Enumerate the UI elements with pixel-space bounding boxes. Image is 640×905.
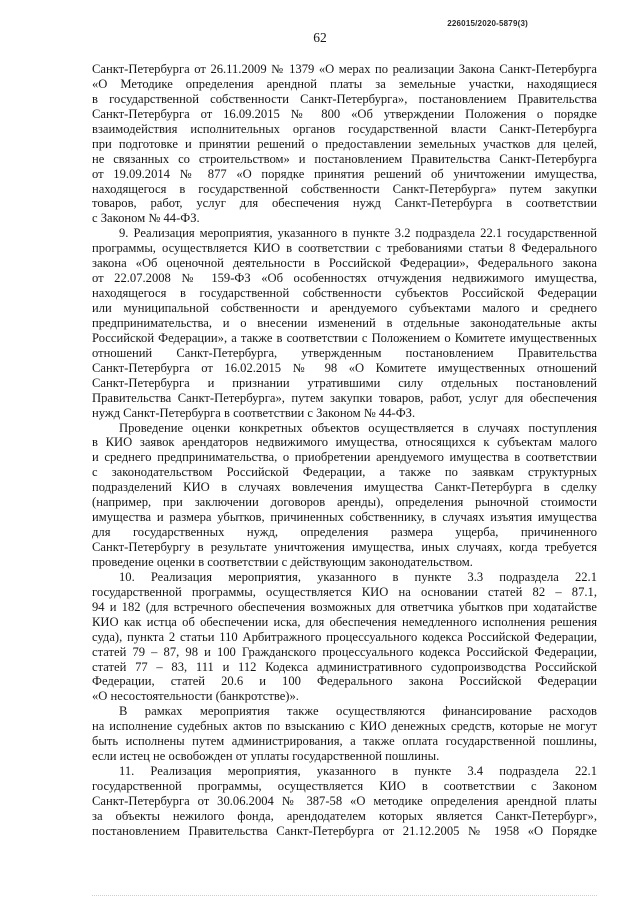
text-line: или муниципальной собственности и арендуемого субъектами малого и среднего [92,301,597,315]
text-line: 94 и 182 (для встречного обеспечения возможных для ответчика убытков при ходатайстве [92,599,597,614]
text-line: товаров, работ, услуг для обеспечения нужд Санкт-Петербурга в соответствии [92,196,597,211]
text-line: быть исполнены путем администрирования, а также оплата государственной пошлины, [92,734,597,749]
text-line: в КИО заявок арендаторов недвижимого имущества, относящихся к субъектам малого [92,435,597,450]
text-line: Санкт-Петербургу в результате уничтожения имущества, иных случаях, когда требуется [92,540,597,554]
text-line: 10. Реализация мероприятия, указанного в пункте 3.3 подраздела 22.1 [119,569,597,584]
text-line: в государственной собственности Санкт-Петербурга», постановлением Правительства [92,91,597,106]
text-line: (например, при заключении договоров аренды), определения рыночной стоимости [92,495,597,510]
text-line: государственной программы, осуществляется КИО на основании статей 82 – 87.1, [92,584,597,599]
text-line: Правительства Санкт-Петербурга», путем закупки товаров, работ, услуг для обеспечения [92,390,597,405]
text-line: программы, осуществляется КИО в соответствии с требованиями статьи 8 Федерального [92,241,597,256]
text-line: нужд Санкт-Петербурга в соответствии с Законом № 44-ФЗ. [92,405,416,420]
text-line: предпринимательства, и о внесении изменений в отдельные законодательные акты [92,315,597,330]
text-line: с законодательством Российской Федерации, а также по заявкам структурных [92,465,597,480]
text-line: находящегося в государственной собственности Санкт-Петербурга» путем закупки [92,181,597,196]
text-line: находящегося в государственной собственности субъектов Российской Федерации [92,286,597,301]
text-line: и среднего предпринимательства, о приобретении арендуемого имущества в соответствии [92,450,597,465]
text-line: Санкт-Петербурга от 26.11.2009 № 1379 «О мерах по реализации Закона Санкт-Петербурга [92,62,597,76]
text-line: КИО как истца об обеспечении иска, для обеспечения немедленного исполнения решения [92,614,597,629]
text-line: за объекты нежилого фонда, арендодателем которых является Санкт-Петербург», [92,808,597,823]
text-line: на исполнение судебных актов по взысканию с КИО денежных средств, которые не могут [92,719,597,734]
text-line: имущества и размера убытков, причиненных собственнику, в случаях изъятия имущества [92,510,597,525]
page-number: 62 [313,30,327,45]
text-line: постановлением Правительства Санкт-Петербурга от 21.12.2005 № 1958 «О Порядке [92,823,597,838]
text-line: Российской Федерации», а также в соответствии с Положением о Комитете имущественных [92,330,597,345]
text-line: суда), пункта 2 статьи 110 Арбитражного процессуального кодекса Российской Федерации, [92,629,597,644]
text-line: статей 79 – 87, 98 и 100 Гражданского процессуального кодекса Российской Федерации, [92,644,597,659]
text-line: если истец не освобожден от уплаты государственной пошлины. [92,749,440,764]
text-line: Санкт-Петербурга от 16.02.2015 № 98 «О Комитете имущественных отношений [92,360,597,375]
document-id: 226015/2020-5879(3) [447,19,528,28]
text-line: 9. Реализация мероприятия, указанного в пункте 3.2 подраздела 22.1 государственной [119,226,597,241]
text-line: «О Методике определения арендной платы за земельные участки, находящиеся [92,76,597,91]
text-line: «О несостоятельности (банкротстве)». [92,689,299,704]
text-line: Проведение оценки конкретных объектов осуществляется в случаях поступления [119,420,597,435]
scan-edge-marks [92,895,597,899]
document-body [92,62,597,839]
text-line: взаимодействия исполнительных органов государственной власти Санкт-Петербурга [92,121,597,136]
text-line: 11. Реализация мероприятия, указанного в пункте 3.4 подраздела 22.1 [119,764,597,779]
text-line: закона «Об оценочной деятельности в Российской Федерации», Федерального закона [92,256,597,271]
text-line: В рамках мероприятия также осуществляются финансирование расходов [119,704,597,719]
text-line: для государственных нужд, определения размера ущерба, причиненного [92,525,597,540]
text-line: Федерации, статей 20.6 и 100 Федерального закона Российской Федерации [92,674,597,689]
text-line: Санкт-Петербурга и признании утратившими силу отдельных постановлений [92,375,597,390]
text-line: статей 77 – 83, 111 и 112 Кодекса административного судопроизводства Российской [92,659,597,674]
text-line: государственной программы, осуществляется КИО в соответствии с Законом [92,779,597,793]
text-line: при подготовке и принятии решений о предоставлении земельных участков для целей, [92,136,597,151]
text-line: от 19.09.2014 № 877 «О порядке принятия решений об уничтожении имущества, [92,166,597,181]
text-line: подразделений КИО в случаях вовлечения имущества Санкт-Петербурга в сделку [92,480,597,495]
text-line: проведение оценки в соответствии с действующим законодательством. [92,554,473,569]
text-line: от 22.07.2008 № 159-ФЗ «Об особенностях отчуждения недвижимого имущества, [92,271,597,286]
text-line: отношений Санкт-Петербурга, утвержденным постановлением Правительства [92,345,597,360]
text-line: не связанных со строительством» и постановлением Правительства Санкт-Петербурга [92,151,597,166]
text-line: Санкт-Петербурга от 16.09.2015 № 800 «Об утверждении Положения о порядке [92,106,597,121]
text-line: Санкт-Петербурга от 30.06.2004 № 387-58 «О методике определения арендной платы [92,793,597,808]
text-line: с Законом № 44-ФЗ. [92,211,200,226]
